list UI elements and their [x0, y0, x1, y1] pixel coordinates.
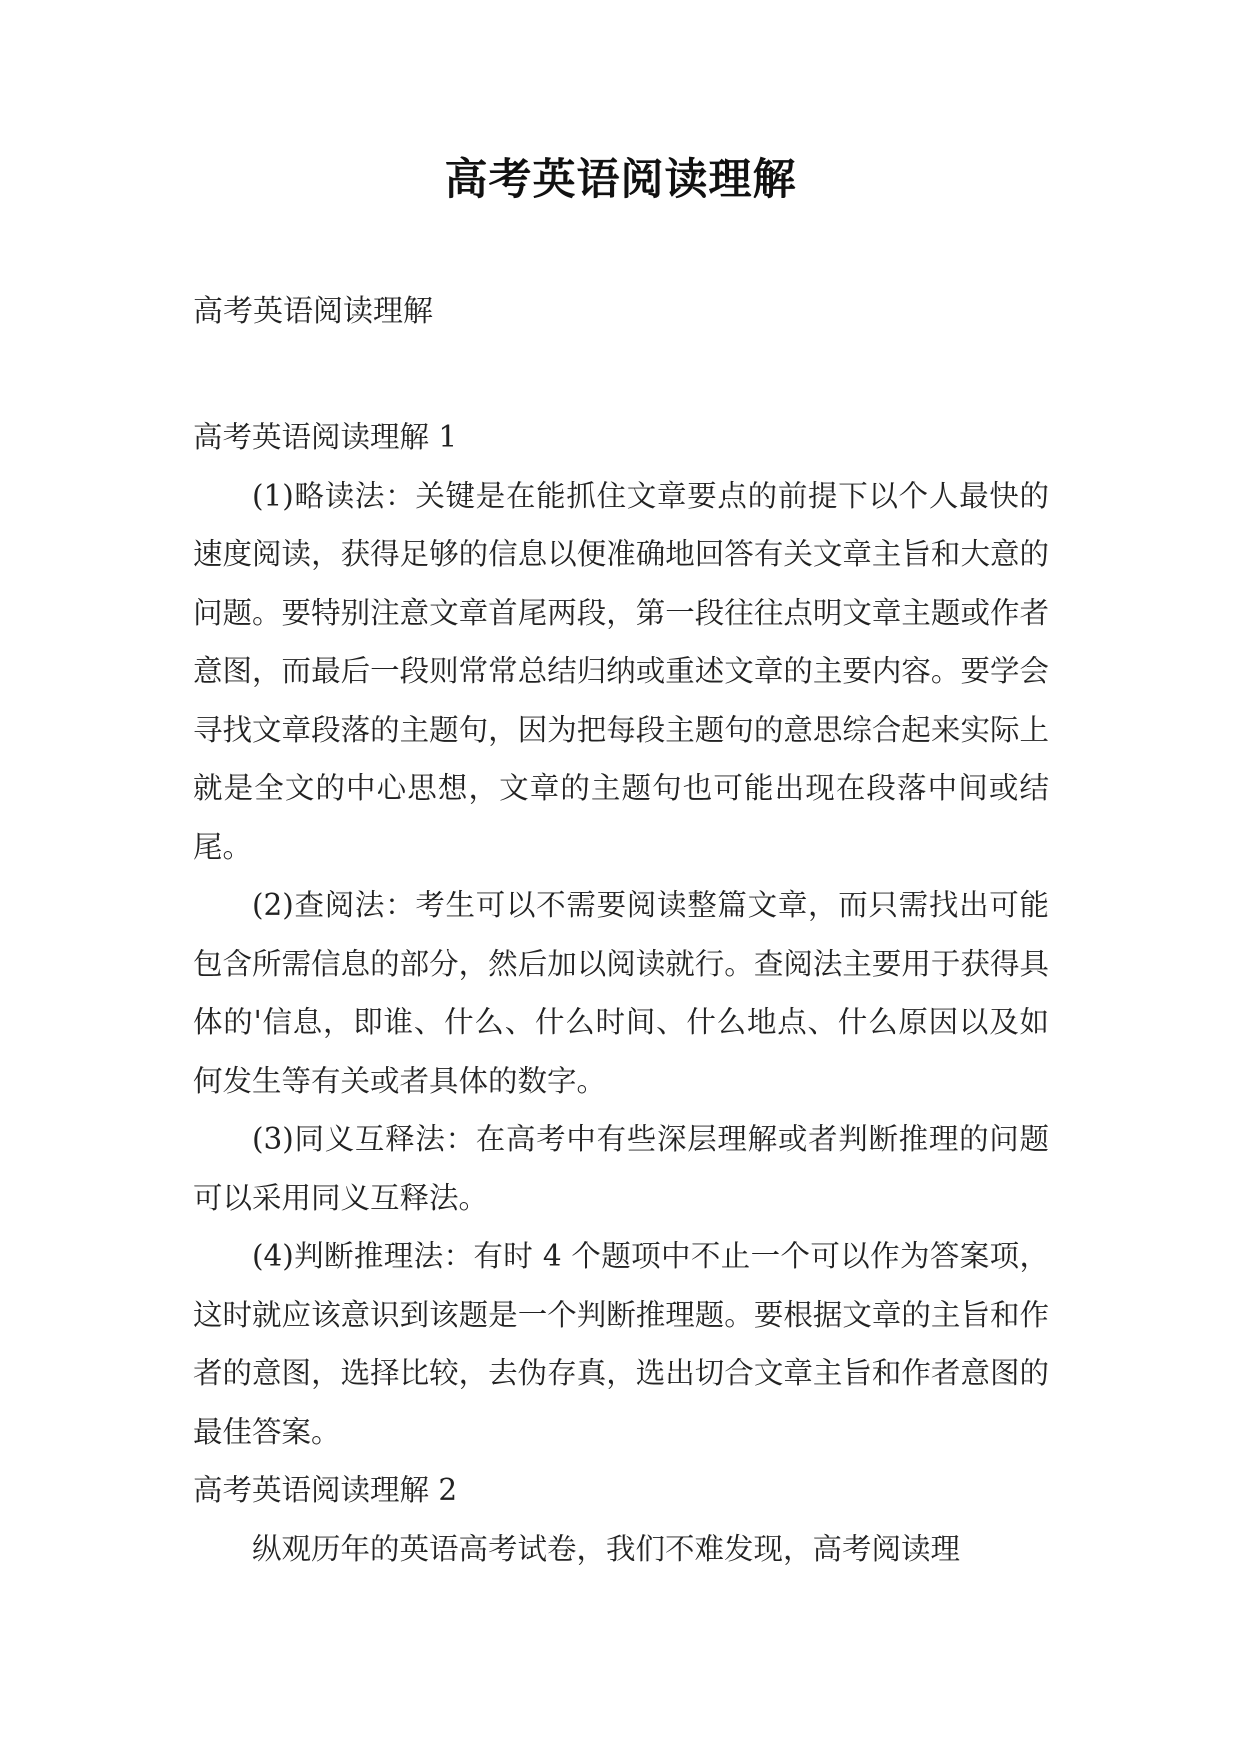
section-heading-2: 高考英语阅读理解 2 — [193, 1473, 458, 1507]
paragraph-inference: (4)判断推理法：有时 4 个题项中不止一个可以作为答案项，这时就应该意识到该题是一个判断推理题。要根据文章的主旨和作者的意图，选择比较，去伪存真，选出切合文章主旨和作者意图的最佳答案。 — [193, 1239, 1049, 1449]
section-heading-1: 高考英语阅读理解 1 — [193, 420, 458, 454]
document-body — [193, 408, 1049, 1578]
paragraph-overview: 纵观历年的英语高考试卷，我们不难发现，高考阅读理 — [252, 1531, 961, 1566]
document-title: 高考英语阅读理解 — [444, 155, 797, 205]
paragraph-skimming: (1)略读法：关键是在能抓住文章要点的前提下以个人最快的速度阅读，获得足够的信息以便准确地回答有关文章主旨和大意的问题。要特别注意文章首尾两段，第一段往往点明文章主题或作者意图，而最后一段则常常总结归纳或重述文章的主要内容。要学会寻找文章段落的主题句，因为把每段主题句的意思综合起来实际上就是全文的中心思想，文章的主题句也可能出现在段落中间或结尾。 — [193, 478, 1049, 864]
document-subtitle: 高考英语阅读理解 — [193, 294, 433, 329]
paragraph-synonym: (3)同义互释法：在高考中有些深层理解或者判断推理的问题可以采用同义互释法。 — [193, 1122, 1049, 1215]
paragraph-scanning: (2)查阅法：考生可以不需要阅读整篇文章，而只需找出可能包含所需信息的部分，然后加以阅读就行。查阅法主要用于获得具体的'信息，即谁、什么、什么时间、什么地点、什么原因以及如何发生等有关或者具体的数字。 — [193, 888, 1049, 1098]
